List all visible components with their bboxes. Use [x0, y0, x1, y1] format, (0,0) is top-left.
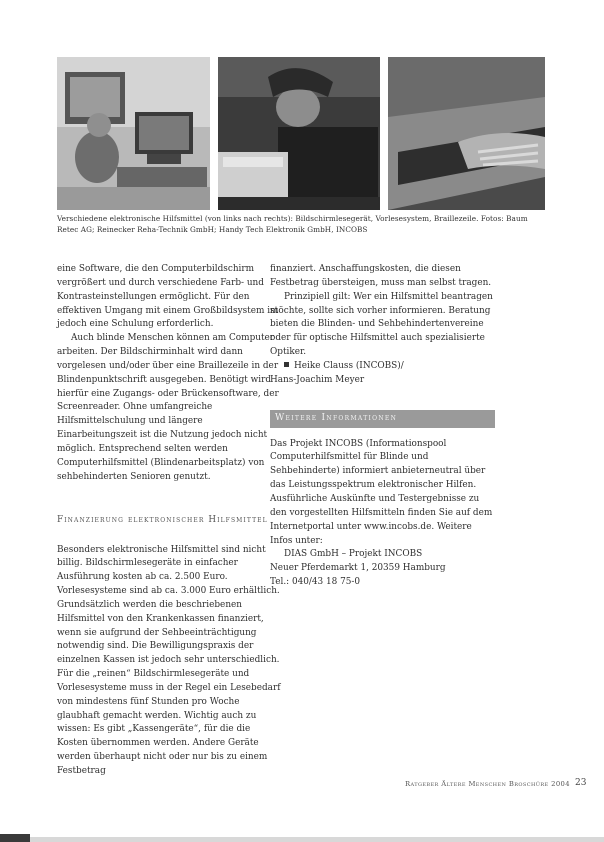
paragraph: eine Software, die den Computerbildschirm vergrößert und durch verschiedene Farb- und Kontrasteinstellungen ermöglicht. Für den effektiven Umgang mit einem Großbildsystem ist jedoch eine Schulung erforderlich.	[57, 264, 279, 330]
screen-magnifier-image	[57, 57, 210, 210]
scan-edge-decoration	[0, 828, 604, 842]
reading-system-image	[218, 57, 380, 210]
photo-braille-display	[388, 57, 545, 210]
section-heading-more-info: Weitere Informationen	[270, 410, 495, 428]
photo-caption: Verschiedene elektronische Hilfsmittel (von links nach rechts): Bildschirmlesegerät, Vorlesesystem, Braillezeile. Fotos: Baum Retec AG; Reinecker Reha-Technik GmbH; Handy Tech Elektronik GmbH, INCOBS	[57, 214, 528, 234]
paragraph: Prinzipiell gilt: Wer ein Hilfsmittel beantragen möchte, sollte sich vorher informieren. Beratung bieten die Blinden- und Sehbehindertenvereine oder für optische Hilfsmittel auch spezialisierte Optiker.	[270, 291, 493, 358]
paragraph: Besonders elektronische Hilfsmittel sind nicht billig. Bildschirmlesegeräte in einfacher Ausführung kosten ab ca. 2.500 Euro. Vorlesesysteme sind ab ca. 3.000 Euro erhältlich. Grundsätzlich werden die beschriebenen Hilfsmittel von den Krankenkassen finanziert, wenn sie aufgrund der Sehbeeinträchtigung notwendig sind. Die Bewilligungspraxis der einzelnen Kassen ist jedoch sehr unterschiedlich. Für die „reinen“ Bildschirmlesegeräte und Vorlesesysteme muss in der Regel ein Lesebedarf von mindestens fünf Stunden pro Woche glaubhaft gemacht werden. Wichtig auch zu wissen: Es gibt „Kassengeräte“, für die die Kosten übernommen werden. Andere Geräte werden überhaupt nicht oder nur bis zu einem Festbetrag	[57, 544, 281, 776]
section-heading-financing: Finanzierung elektronischer Hilfsmittel	[57, 514, 268, 525]
left-column	[57, 263, 283, 779]
address-line: DIAS GmbH – Projekt INCOBS	[284, 549, 423, 560]
paragraph: Das Projekt INCOBS (Informationspool Computerhilfsmittel für Blinde und Sehbehinderte) informiert anbieterneutral über das Leistungsspektrum elektronischer Hilfen. Ausführliche Auskünfte und Testergebnisse zu den vorgestellten Hilfsmitteln finden Sie auf dem Internetportal unter www.incobs.de. Weitere Infos unter:	[270, 438, 493, 546]
author-line: Hans-Joachim Meyer	[270, 374, 365, 385]
paragraph: finanziert. Anschaffungskosten, die diesen Festbetrag übersteigen, muss man selbst tragen.	[270, 264, 492, 288]
address-line: Tel.: 040/43 18 75-0	[270, 577, 361, 588]
right-column	[270, 263, 495, 590]
braille-display-image	[388, 57, 545, 210]
author-line: Heike Clauss (INCOBS)/	[270, 360, 495, 374]
photo-reading-system	[218, 57, 380, 210]
address-line: Neuer Pferdemarkt 1, 20359 Hamburg	[270, 563, 446, 574]
paragraph: Auch blinde Menschen können am Computer arbeiten. Der Bildschirminhalt wird dann vorgelesen und/oder über eine Braillezeile in der Blindenpunktschrift ausgegeben. Benötigt wird hierfür eine Zugangs- oder Brückensoftware, der Screenreader. Ohne umfangreiche Hilfsmittelschulung und längere Einarbeitungszeit ist die Nutzung jedoch nicht möglich. Entsprechend selten werden Computerhilfsmittel (Blindenarbeitsplatz) von sehbehinderten Senioren genutzt.	[57, 333, 279, 482]
page-number: 23	[575, 778, 587, 788]
photo-screen-magnifier	[57, 57, 210, 210]
running-footer: Ratgeber Ältere Menschen Broschüre 2004	[404, 780, 570, 788]
square-bullet-icon	[284, 362, 289, 367]
